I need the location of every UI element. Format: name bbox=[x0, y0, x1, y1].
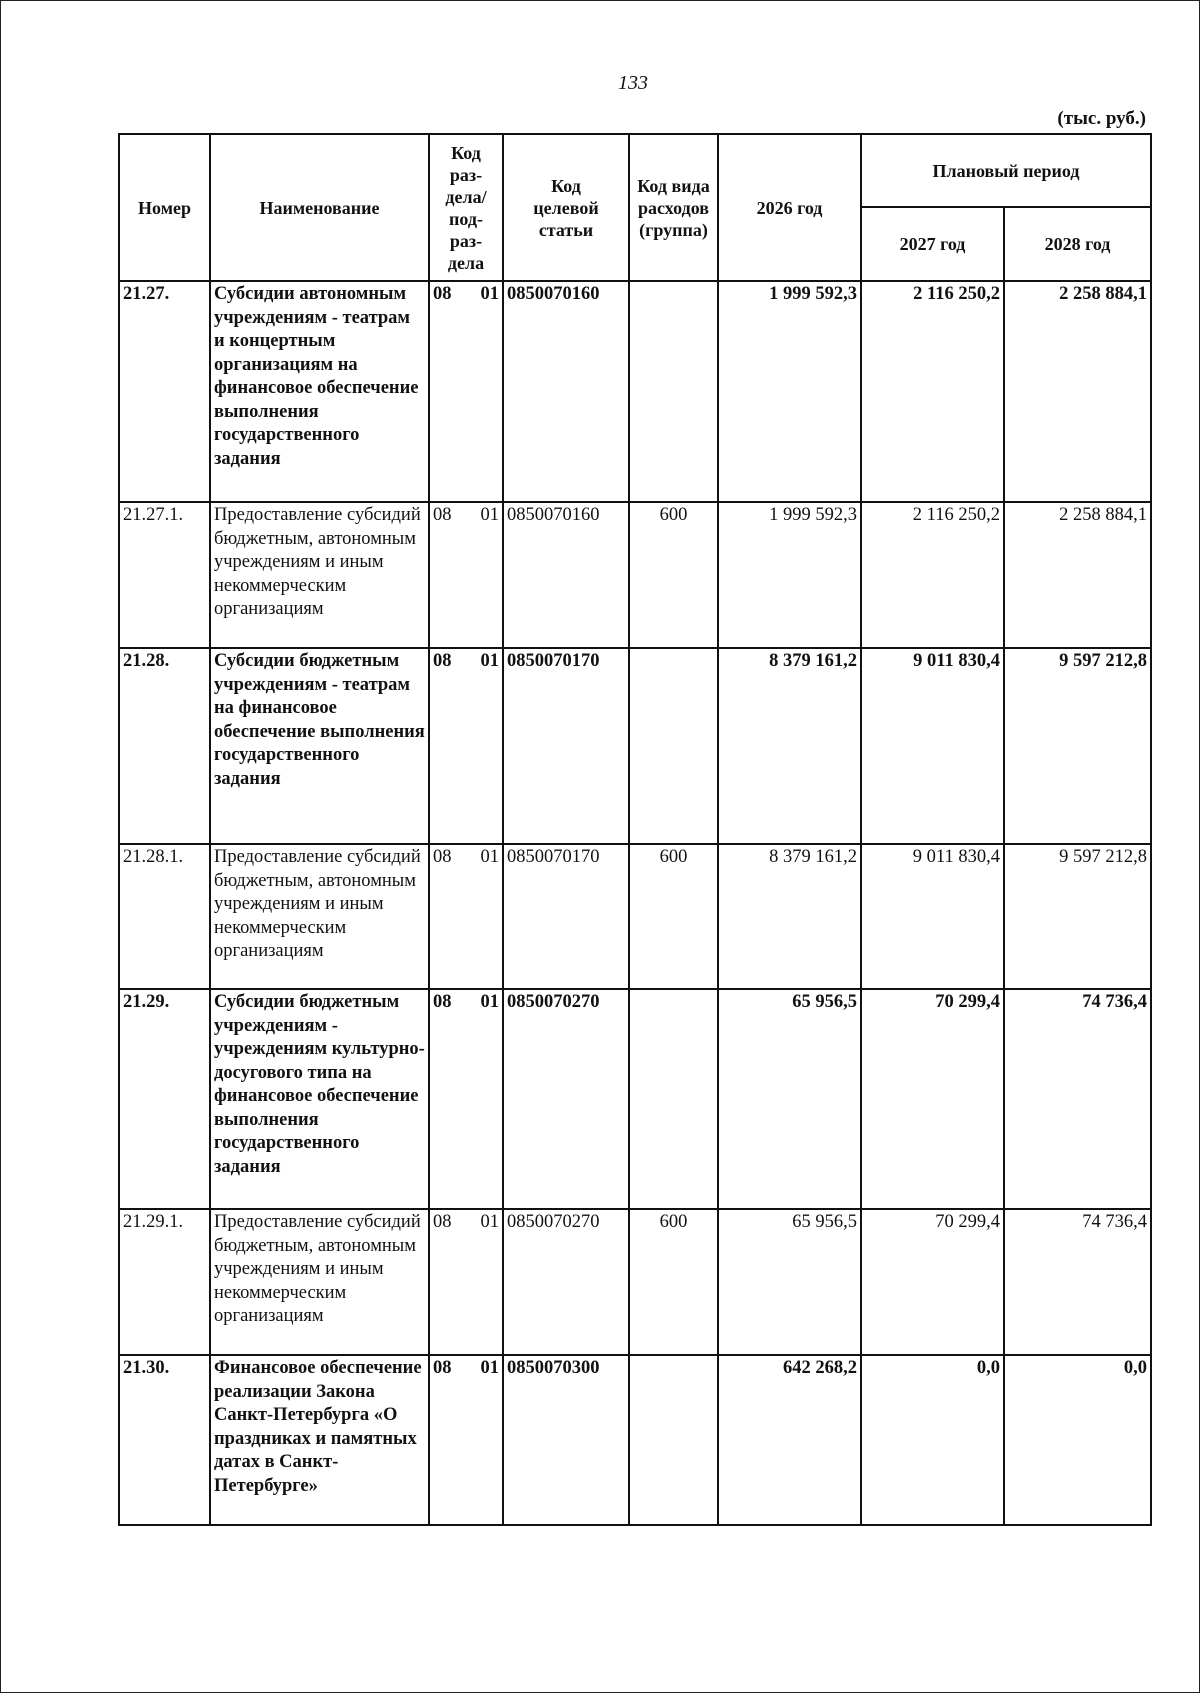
row-expense-type bbox=[629, 281, 718, 502]
table-row bbox=[119, 989, 1151, 1209]
row-amount-2027: 70 299,4 bbox=[861, 1209, 1004, 1355]
row-target-code: 0850070270 bbox=[503, 1209, 629, 1355]
header-expense-type: Код вида расходов (группа) bbox=[629, 134, 718, 281]
header-section: Код раз- дела/ под- раз- дела bbox=[429, 134, 503, 281]
row-amount-2027: 2 116 250,2 bbox=[861, 281, 1004, 502]
row-amount-2028: 74 736,4 bbox=[1004, 1209, 1151, 1355]
subsection-code: 01 bbox=[480, 505, 499, 525]
row-amount-2028: 9 597 212,8 bbox=[1004, 648, 1151, 844]
table-row bbox=[119, 1355, 1151, 1525]
row-amount-2026: 65 956,5 bbox=[718, 1209, 861, 1355]
section-code: 08 bbox=[433, 505, 452, 525]
subsection-code: 01 bbox=[480, 1358, 499, 1378]
row-amount-2027: 9 011 830,4 bbox=[861, 844, 1004, 989]
header-number: Номер bbox=[119, 134, 210, 281]
units-label: (тыс. руб.) bbox=[1057, 108, 1146, 129]
row-number: 21.29. bbox=[119, 989, 210, 1209]
row-target-code: 0850070160 bbox=[503, 502, 629, 648]
row-amount-2027: 2 116 250,2 bbox=[861, 502, 1004, 648]
row-section bbox=[429, 1355, 503, 1525]
row-amount-2026: 8 379 161,2 bbox=[718, 648, 861, 844]
row-section bbox=[429, 502, 503, 648]
row-section bbox=[429, 648, 503, 844]
row-target-code: 0850070170 bbox=[503, 648, 629, 844]
row-target-code: 0850070300 bbox=[503, 1355, 629, 1525]
row-name: Субсидии бюджетным учреждениям - театрам на финансовое обеспечение выполнения государственного задания bbox=[210, 648, 429, 844]
row-section bbox=[429, 281, 503, 502]
row-section bbox=[429, 844, 503, 989]
row-amount-2028: 74 736,4 bbox=[1004, 989, 1151, 1209]
table-row bbox=[119, 648, 1151, 844]
header-planned-period: Плановый период bbox=[861, 134, 1151, 207]
row-amount-2026: 1 999 592,3 bbox=[718, 281, 861, 502]
row-number: 21.27.1. bbox=[119, 502, 210, 648]
header-year-2027: 2027 год bbox=[861, 207, 1004, 281]
subsection-code: 01 bbox=[480, 1212, 499, 1232]
section-code: 08 bbox=[433, 284, 452, 304]
page-number: 133 bbox=[618, 72, 648, 94]
row-number: 21.28. bbox=[119, 648, 210, 844]
section-code: 08 bbox=[433, 1358, 452, 1378]
subsection-code: 01 bbox=[480, 992, 499, 1012]
header-name: Наименование bbox=[210, 134, 429, 281]
row-name: Предоставление субсидий бюджетным, автономным учреждениям и иным некоммерческим организациям bbox=[210, 844, 429, 989]
row-name: Предоставление субсидий бюджетным, автономным учреждениям и иным некоммерческим организациям bbox=[210, 1209, 429, 1355]
row-amount-2028: 0,0 bbox=[1004, 1355, 1151, 1525]
section-code: 08 bbox=[433, 1212, 452, 1232]
row-amount-2027: 70 299,4 bbox=[861, 989, 1004, 1209]
row-amount-2026: 1 999 592,3 bbox=[718, 502, 861, 648]
row-name: Финансовое обеспечение реализации Закона Санкт-Петербурга «О праздниках и памятных датах в Санкт-Петербурге» bbox=[210, 1355, 429, 1525]
header-target-code: Код целевой статьи bbox=[503, 134, 629, 281]
section-code: 08 bbox=[433, 651, 452, 671]
row-section bbox=[429, 989, 503, 1209]
row-amount-2027: 0,0 bbox=[861, 1355, 1004, 1525]
row-number: 21.29.1. bbox=[119, 1209, 210, 1355]
row-amount-2028: 2 258 884,1 bbox=[1004, 502, 1151, 648]
row-expense-type bbox=[629, 1355, 718, 1525]
table-row bbox=[119, 281, 1151, 502]
row-amount-2026: 65 956,5 bbox=[718, 989, 861, 1209]
table-row bbox=[119, 1209, 1151, 1355]
section-code: 08 bbox=[433, 992, 452, 1012]
subsection-code: 01 bbox=[480, 651, 499, 671]
row-amount-2028: 2 258 884,1 bbox=[1004, 281, 1151, 502]
row-number: 21.30. bbox=[119, 1355, 210, 1525]
row-name: Субсидии автономным учреждениям - театрам и концертным организациям на финансовое обеспечение выполнения государственного задания bbox=[210, 281, 429, 502]
row-target-code: 0850070170 bbox=[503, 844, 629, 989]
row-number: 21.27. bbox=[119, 281, 210, 502]
header-year-2026: 2026 год bbox=[718, 134, 861, 281]
row-amount-2026: 642 268,2 bbox=[718, 1355, 861, 1525]
row-name: Предоставление субсидий бюджетным, автономным учреждениям и иным некоммерческим организациям bbox=[210, 502, 429, 648]
row-expense-type: 600 bbox=[629, 1209, 718, 1355]
subsection-code: 01 bbox=[480, 847, 499, 867]
table-row bbox=[119, 844, 1151, 989]
row-section bbox=[429, 1209, 503, 1355]
row-target-code: 0850070270 bbox=[503, 989, 629, 1209]
row-expense-type bbox=[629, 989, 718, 1209]
row-name: Субсидии бюджетным учреждениям - учреждениям культурно-досугового типа на финансовое обеспечение выполнения государственного задания bbox=[210, 989, 429, 1209]
row-amount-2026: 8 379 161,2 bbox=[718, 844, 861, 989]
row-number: 21.28.1. bbox=[119, 844, 210, 989]
row-expense-type: 600 bbox=[629, 502, 718, 648]
row-amount-2027: 9 011 830,4 bbox=[861, 648, 1004, 844]
table-row bbox=[119, 502, 1151, 648]
subsection-code: 01 bbox=[480, 284, 499, 304]
section-code: 08 bbox=[433, 847, 452, 867]
row-amount-2028: 9 597 212,8 bbox=[1004, 844, 1151, 989]
row-expense-type: 600 bbox=[629, 844, 718, 989]
budget-table bbox=[118, 133, 1152, 1526]
row-target-code: 0850070160 bbox=[503, 281, 629, 502]
row-expense-type bbox=[629, 648, 718, 844]
header-year-2028: 2028 год bbox=[1004, 207, 1151, 281]
